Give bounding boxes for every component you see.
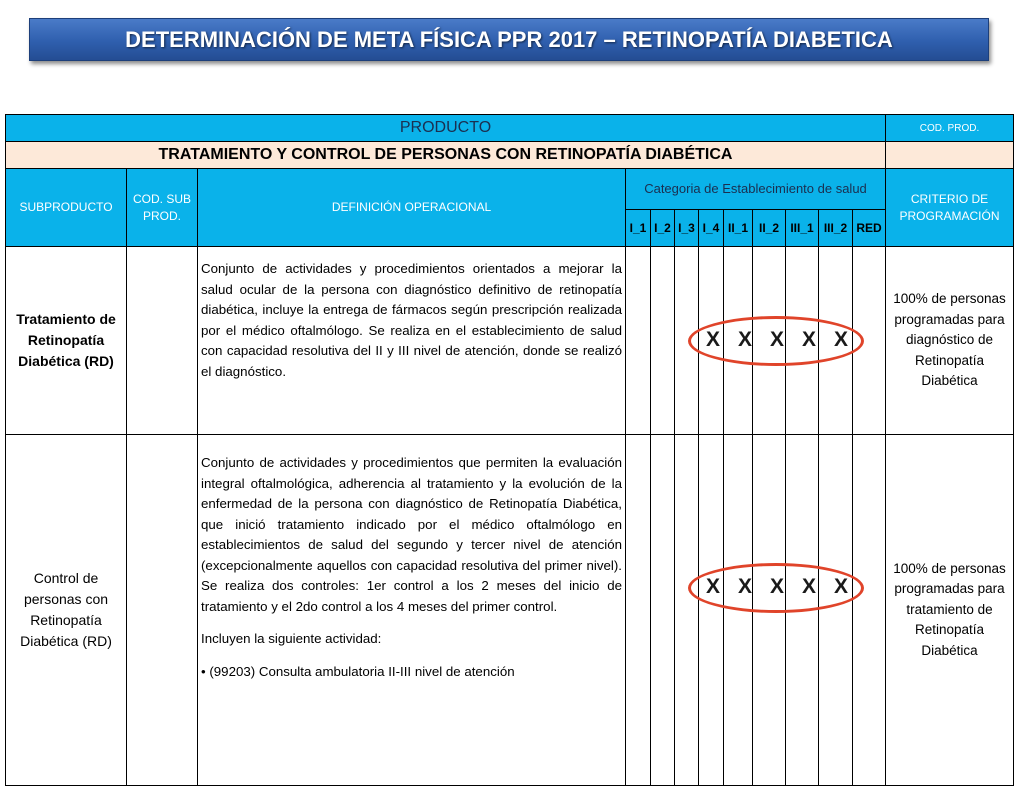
level-cell (675, 247, 699, 435)
meta-table (5, 114, 1014, 786)
level-cell (626, 247, 651, 435)
x-mark: X (833, 328, 848, 351)
definicion-bullet: • (99203) Consulta ambulatoria II-III nivel de atención (201, 663, 515, 679)
cod-sub-cell (127, 247, 198, 435)
x-mark: X (801, 328, 816, 351)
level-cell (853, 247, 886, 435)
x-mark: X (833, 575, 848, 598)
x-mark: X (705, 575, 720, 598)
level-header: I_1 (626, 210, 651, 247)
x-mark: X (801, 575, 816, 598)
level-cell (699, 247, 724, 435)
level-cell (724, 435, 753, 786)
level-cell (786, 247, 819, 435)
cod-prod-header: COD. PROD. (886, 115, 1014, 142)
x-mark: X (769, 575, 784, 598)
cod-sub-cell (127, 435, 198, 786)
cod-prod-value (886, 142, 1014, 169)
level-cell (724, 247, 753, 435)
level-cell (853, 435, 886, 786)
subproducto-header: SUBPRODUCTO (6, 169, 127, 247)
level-cell (753, 435, 786, 786)
cod-sub-header: COD. SUB PROD. (127, 169, 198, 247)
subproducto-cell: Control de personas con Retinopatía Diabética (RD) (6, 435, 127, 786)
level-header: I_3 (675, 210, 699, 247)
definicion-cell (198, 247, 626, 435)
x-mark: X (769, 328, 784, 351)
level-header: II_1 (724, 210, 753, 247)
table-row (6, 435, 1014, 786)
level-header: I_2 (651, 210, 675, 247)
x-mark: X (737, 575, 752, 598)
level-cell (699, 435, 724, 786)
level-cell (786, 435, 819, 786)
level-header: II_2 (753, 210, 786, 247)
table-row (6, 247, 1014, 435)
criterio-header: CRITERIO DE PROGRAMACIÓN (886, 169, 1014, 247)
level-cell (819, 435, 853, 786)
definicion-extra: Incluyen la siguiente actividad: (201, 631, 382, 646)
x-mark: X (737, 328, 752, 351)
definicion-text: Conjunto de actividades y procedimientos que permiten la evaluación integral oftalmológica, adherencia al tratamiento y la evolución de la enfermedad de la persona con diagnóstico de Retinopatía Diabética, que inició tratamiento indicado por el médico oftalmólogo en establecimientos de salud del segundo y tercer nivel de atención (excepcionalmente aquellos con capacidad resolutiva del primer nivel). Se realiza dos controles: 1er control a los 2 meses del inicio de tratamiento y el 2do control a los 4 meses del primer control. (201, 455, 622, 614)
level-cell (753, 247, 786, 435)
level-header: RED (853, 210, 886, 247)
level-cell (819, 247, 853, 435)
level-header: I_4 (699, 210, 724, 247)
x-mark: X (705, 328, 720, 351)
producto-name: TRATAMIENTO Y CONTROL DE PERSONAS CON RETINOPATÍA DIABÉTICA (6, 142, 886, 169)
level-header: III_1 (786, 210, 819, 247)
criterio-cell: 100% de personas programadas para diagnóstico de Retinopatía Diabética (886, 247, 1014, 435)
level-cell (651, 247, 675, 435)
definicion-text: Conjunto de actividades y procedimientos orientados a mejorar la salud ocular de la persona con diagnóstico definitivo de retinopatía diabética, incluye la entrega de fármacos según prescripción realizada por el médico oftalmólogo. Se realiza en el establecimiento de salud con capacidad resolutiva del II y III nivel de atención, donde se realizó el diagnóstico. (201, 261, 622, 379)
page-title: DETERMINACIÓN DE META FÍSICA PPR 2017 – RETINOPATÍA DIABETICA (29, 18, 989, 61)
subproducto-cell: Tratamiento de Retinopatía Diabética (RD) (6, 247, 127, 435)
level-cell (626, 435, 651, 786)
level-header: III_2 (819, 210, 853, 247)
criterio-cell: 100% de personas programadas para tratamiento de Retinopatía Diabética (886, 435, 1014, 786)
definicion-cell (198, 435, 626, 786)
level-cell (675, 435, 699, 786)
categoria-header: Categoria de Establecimiento de salud (626, 169, 886, 210)
definicion-header: DEFINICIÓN OPERACIONAL (198, 169, 626, 247)
level-cell (651, 435, 675, 786)
producto-header: PRODUCTO (6, 115, 886, 142)
